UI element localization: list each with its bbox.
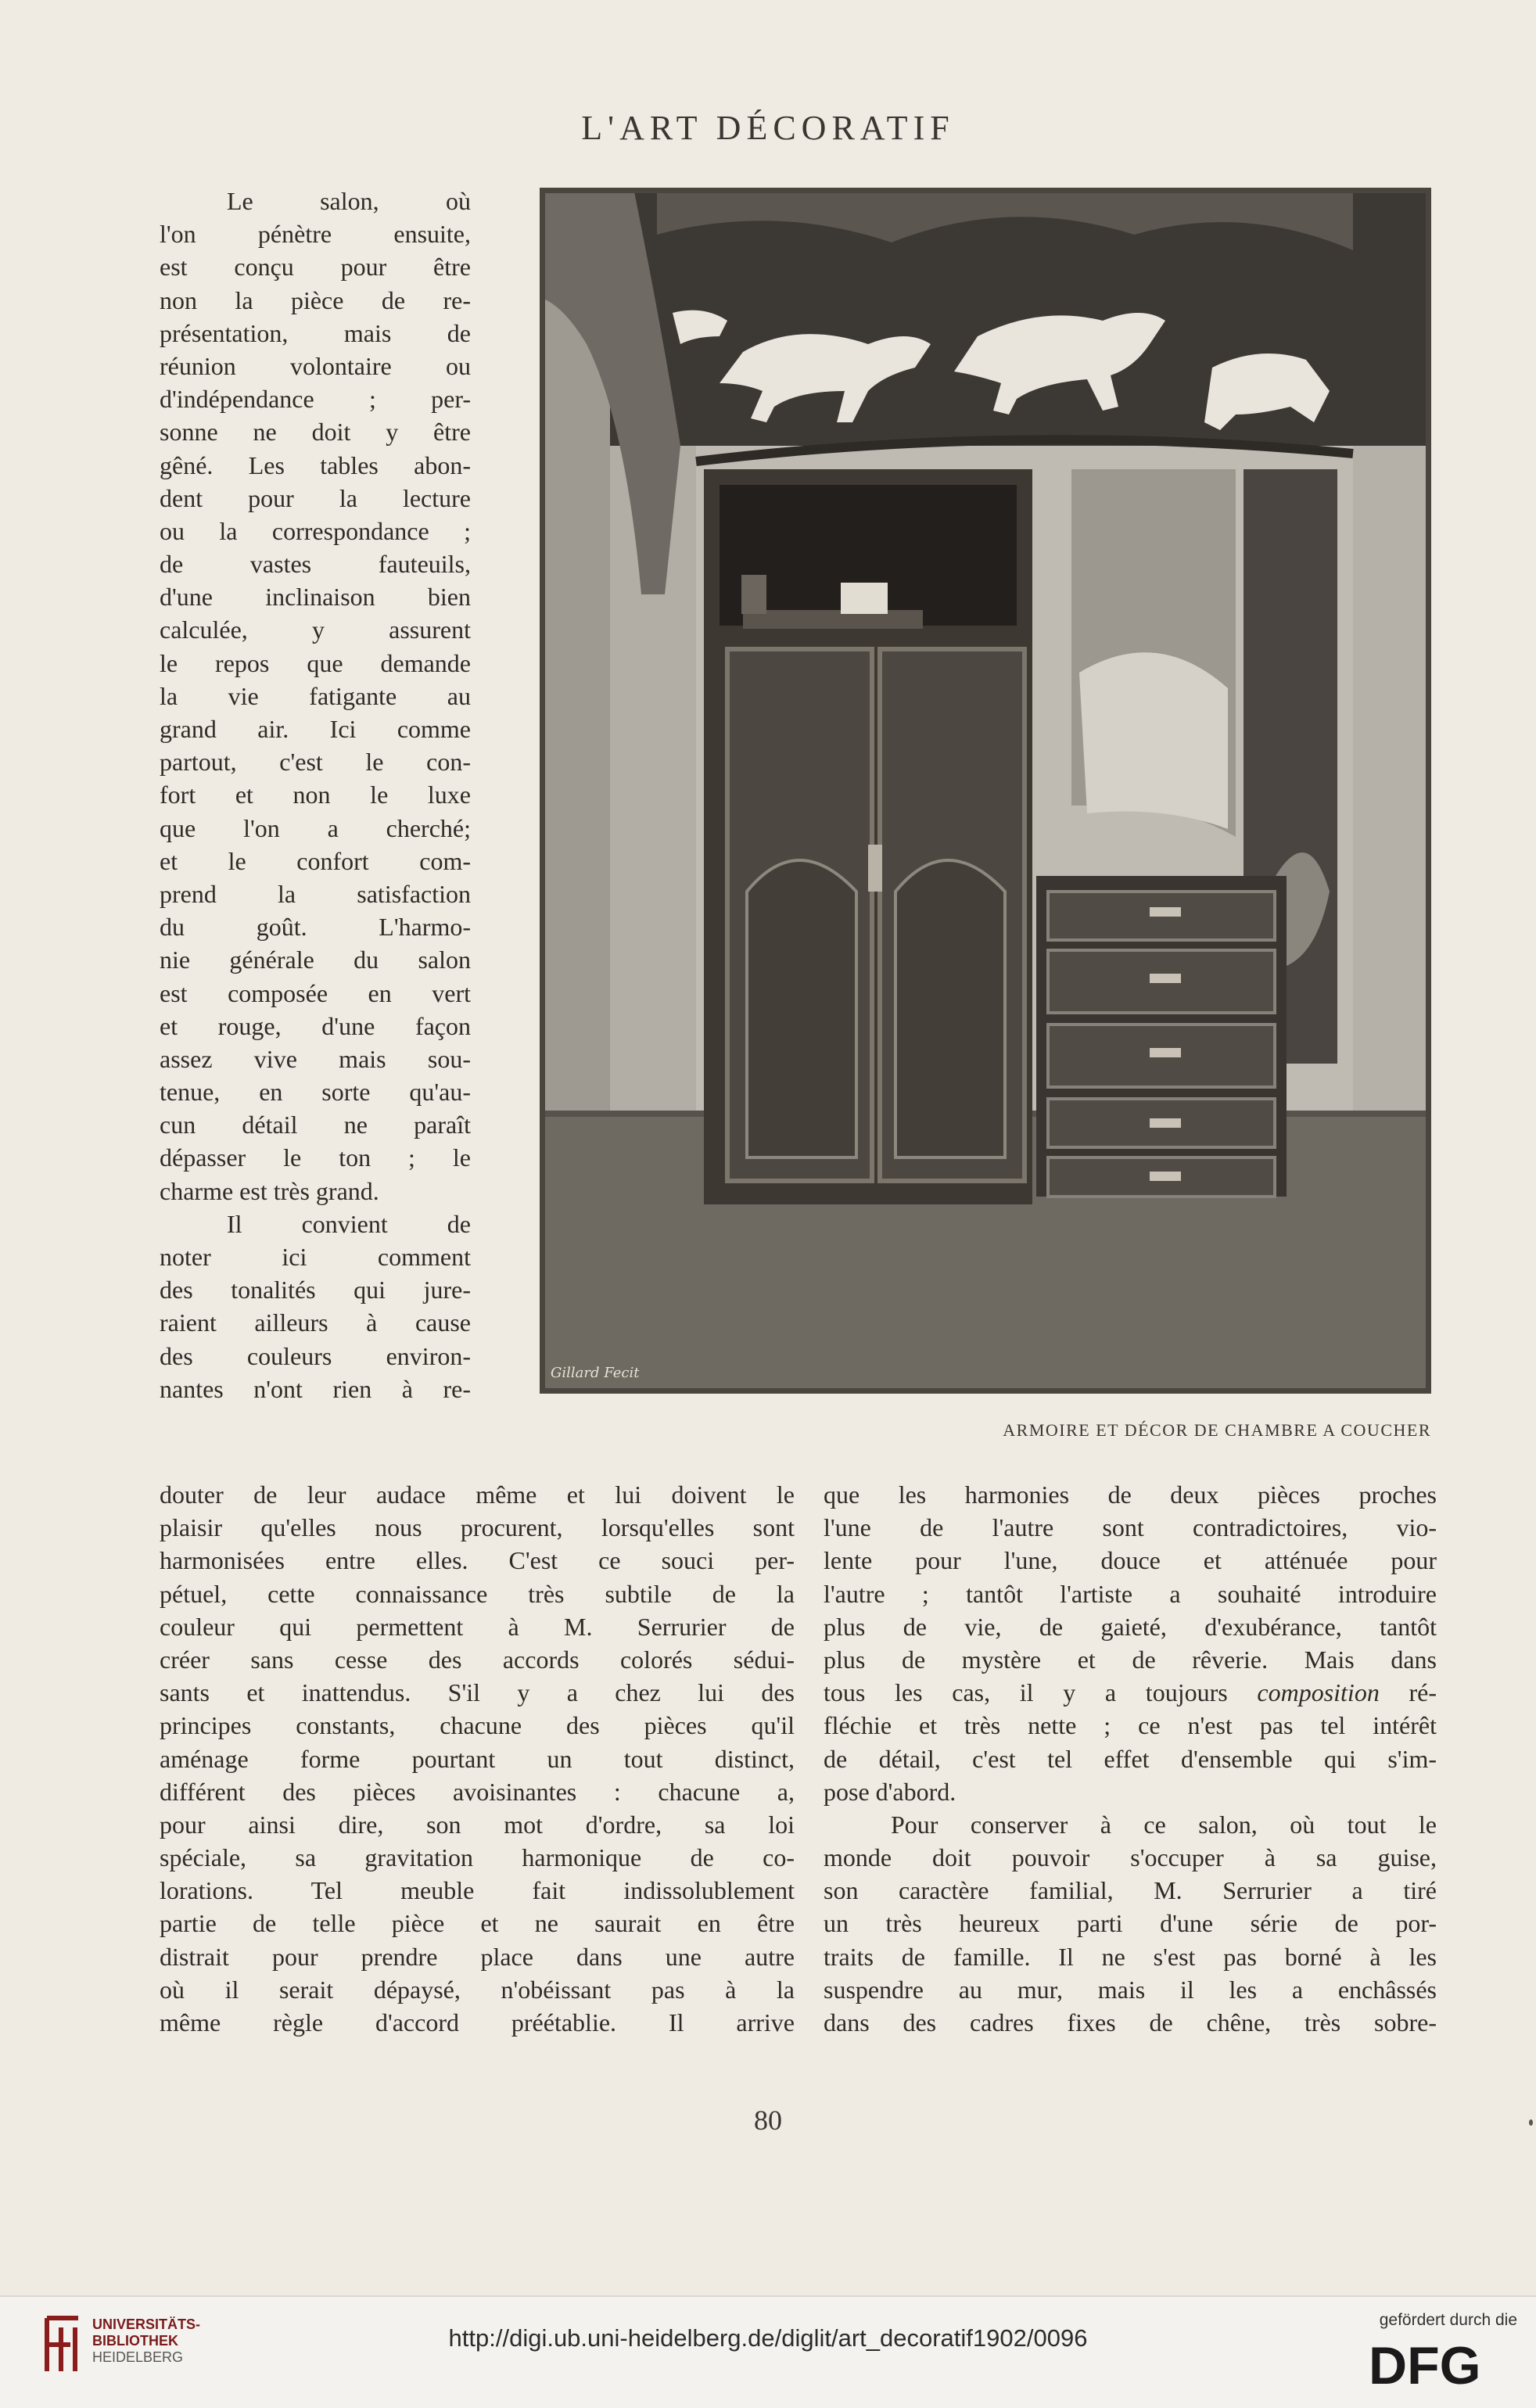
left-text-column (160, 185, 471, 1405)
text-line: son caractère familial, M. Serrurier a tiré (824, 1876, 1437, 1905)
text-line: plus de vie, de gaieté, d'exubérance, tantôt (824, 1612, 1437, 1641)
text-line: sants et inattendus. S'il y a chez lui des (160, 1678, 795, 1707)
text-line: même règle d'accord préétablie. Il arrive (160, 2008, 795, 2037)
text-line: l'autre ; tantôt l'artiste a souhaité introduire (824, 1579, 1437, 1608)
text-line: suspendre au mur, mais il les a enchâssés (824, 1975, 1437, 2004)
text-line: principes constants, chacune des pièces qu'il (160, 1711, 795, 1740)
text-line: pose d'abord. (824, 1777, 956, 1806)
library-line-2: BIBLIOTHEK (92, 2333, 178, 2349)
text-line: l'on pénètre ensuite, (160, 220, 471, 249)
text-line: monde doit pouvoir s'occuper à sa guise, (824, 1843, 1437, 1872)
text-line: cun détail ne paraît (160, 1111, 471, 1139)
text-line: raient ailleurs à cause (160, 1308, 471, 1337)
text-line: le repos que demande (160, 648, 471, 677)
text-line: réunion volontaire ou (160, 351, 471, 380)
text-line: la vie fatigante au (160, 681, 471, 710)
page-number: 80 (754, 2105, 782, 2136)
text-line: tenue, en sorte qu'au- (160, 1078, 471, 1107)
text-line: grand air. Ici comme (160, 715, 471, 743)
text-line: que les harmonies de deux pièces proches (824, 1480, 1437, 1509)
text-line: nie générale du salon (160, 946, 471, 974)
text-line: partout, c'est le con- (160, 748, 471, 777)
funding-label: gefördert durch die (1379, 2311, 1517, 2329)
scan-speck (1529, 2119, 1533, 2126)
text-line: plus de mystère et de rêverie. Mais dans (824, 1645, 1437, 1674)
text-line: spéciale, sa gravitation harmonique de co- (160, 1843, 795, 1872)
text-line: partie de telle pièce et ne saurait en être (160, 1909, 795, 1938)
text-line: calculée, y assurent (160, 615, 471, 644)
running-head: L'ART DÉCORATIF (581, 109, 955, 147)
figure-caption: ARMOIRE ET DÉCOR DE CHAMBRE A COUCHER (1003, 1420, 1431, 1440)
text-line: non la pièce de re- (160, 285, 471, 314)
source-url-link[interactable]: http://digi.ub.uni-heidelberg.de/diglit/art_decoratif1902/0096 (448, 2324, 1088, 2352)
text-line: fort et non le luxe (160, 781, 471, 809)
text-line: prend la satisfaction (160, 879, 471, 908)
armoire-photo-illustration (540, 188, 1431, 1394)
text-line: fléchie et très nette ; ce n'est pas tel intérêt (824, 1711, 1437, 1740)
text-line: aménage forme pourtant un tout distinct, (160, 1744, 795, 1773)
text-line: assez vive mais sou- (160, 1044, 471, 1073)
text-line: présentation, mais de (160, 318, 471, 347)
text-line: et rouge, d'une façon (160, 1011, 471, 1040)
text-line: distrait pour prendre place dans une autre (160, 1942, 795, 1971)
text-line: Le salon, où (227, 187, 471, 215)
text-line: Pour conserver à ce salon, où tout le (891, 1810, 1437, 1839)
text-line: sonne ne doit y être (160, 418, 471, 447)
text-line: plaisir qu'elles nous procurent, lorsqu'elles sont (160, 1513, 795, 1542)
photograph-armoire (540, 188, 1431, 1394)
text-line: tous les cas, il y a toujours composition ré- (824, 1678, 1437, 1707)
text-line: de vastes fauteuils, (160, 550, 471, 579)
lower-left-text-column (160, 1478, 795, 2039)
text-line: du goût. L'harmo- (160, 913, 471, 942)
text-line: harmonisées entre elles. C'est ce souci per- (160, 1546, 795, 1575)
library-line-1: UNIVERSITÄTS- (92, 2316, 201, 2332)
text-line: que l'on a cherché; (160, 813, 471, 842)
text-line: lorations. Tel meuble fait indissolublement (160, 1876, 795, 1905)
text-line: couleur qui permettent à M. Serrurier de (160, 1612, 795, 1641)
library-line-3: HEIDELBERG (92, 2349, 184, 2365)
dfg-logo-text: DFG (1369, 2338, 1481, 2390)
text-line: dent pour la lecture (160, 483, 471, 512)
text-line: et le confort com- (160, 846, 471, 875)
text-line: est composée en vert (160, 978, 471, 1007)
text-line: d'une inclinaison bien (160, 583, 471, 612)
text-line: des tonalités qui jure- (160, 1276, 471, 1304)
text-line: différent des pièces avoisinantes : chacune a, (160, 1777, 795, 1806)
text-line: dépasser le ton ; le (160, 1143, 471, 1172)
text-line: de détail, c'est tel effet d'ensemble qui s'im- (824, 1744, 1437, 1773)
text-line: douter de leur audace même et lui doivent le (160, 1480, 795, 1509)
text-line: d'indépendance ; per- (160, 385, 471, 414)
text-line: traits de famille. Il ne s'est pas borné à les (824, 1942, 1437, 1971)
text-line: l'une de l'autre sont contradictoires, vio- (824, 1513, 1437, 1542)
text-line: noter ici comment (160, 1243, 471, 1271)
text-line: dans des cadres fixes de chêne, très sobre- (824, 2008, 1437, 2037)
text-line: pour ainsi dire, son mot d'ordre, sa loi (160, 1810, 795, 1839)
text-line: créer sans cesse des accords colorés sédui- (160, 1645, 795, 1674)
text-line: gêné. Les tables abon- (160, 450, 471, 479)
photo-signature: Gillard Fecit (551, 1365, 640, 1381)
text-line: lente pour l'une, douce et atténuée pour (824, 1546, 1437, 1575)
text-line: ou la correspondance ; (160, 516, 471, 545)
dfg-logo-icon (1369, 2338, 1517, 2394)
text-line: pétuel, cette connaissance très subtile de la (160, 1579, 795, 1608)
lower-right-text-column (824, 1478, 1437, 2039)
text-line: nantes n'ont rien à re- (160, 1374, 471, 1403)
text-line: où il serait dépaysé, n'obéissant pas à la (160, 1975, 795, 2004)
text-line: des couleurs environ- (160, 1341, 471, 1370)
text-line: un très heureux parti d'une série de por- (824, 1909, 1437, 1938)
text-line: Il convient de (227, 1209, 471, 1238)
text-line: est conçu pour être (160, 253, 471, 282)
text-line: charme est très grand. (160, 1176, 379, 1205)
